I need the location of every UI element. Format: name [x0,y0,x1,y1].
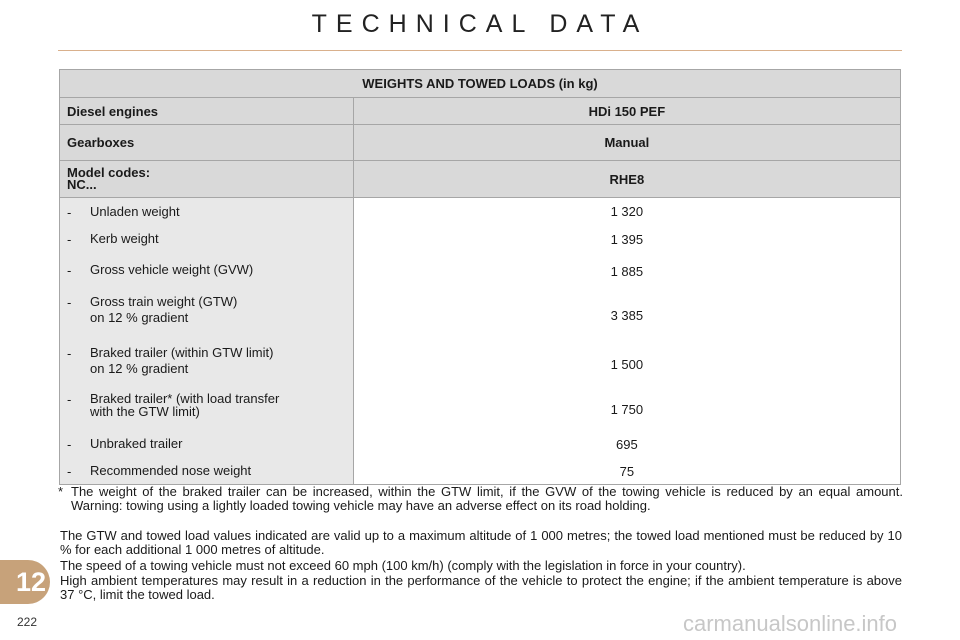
row-dash: - [67,231,72,247]
page-title: TECHNICAL DATA [311,10,649,38]
table-header-value: Manual [353,125,900,161]
row-dash: - [67,463,72,479]
row-dash: - [67,205,72,220]
row-sublabel: on 12 % gradient [90,360,189,376]
row-dash: - [67,294,72,310]
row-value: 75 [353,459,900,485]
table-header-label: Gearboxes [60,125,354,161]
row-label: Unbraked trailer [90,435,183,451]
temperature-paragraph: High ambient temperatures may result in a reduction in the performance of the vehicle to protect the engine; if the ambient temperature is above 37 °C, limit the towed load. [60,573,902,602]
table-header-label: Diesel engines [60,98,354,125]
speed-paragraph: The speed of a towing vehicle must not exceed 60 mph (100 km/h) (comply with the legislation in force in your country). [60,558,746,573]
row-value: 1 885 [353,254,900,290]
table-row [60,226,901,254]
row-label: Braked trailer* (with load transfer [90,390,280,406]
row-value: 1 320 [353,198,900,226]
altitude-paragraph: The GTW and towed load values indicated are valid up to a maximum altitude of 1 000 metres; the towed load mentioned must be reduced by 10 % for each additional 1 000 metres of altitude. [60,528,902,557]
row-dash: - [67,345,72,361]
title-divider [58,50,902,51]
row-label: Unladen weight [90,204,180,219]
table-title: WEIGHTS AND TOWED LOADS (in kg) [60,70,901,98]
row-sublabel: with the GTW limit) [90,403,200,419]
row-dash: - [67,262,72,278]
table-row [60,198,901,226]
row-sublabel: on 12 % gradient [90,309,189,325]
table-header-value: HDi 150 PEF [353,98,900,125]
page-number: 222 [17,615,38,629]
footnote [58,485,903,513]
chapter-number: 12 [15,567,47,597]
table-header-label [60,161,354,198]
row-dash: - [67,436,72,452]
row-label: Kerb weight [90,230,159,246]
table-row [60,431,901,459]
row-label: Braked trailer (within GTW limit) [90,344,274,360]
table-row [60,290,901,341]
row-label: Gross vehicle weight (GVW) [90,261,254,277]
table-row [60,254,901,290]
row-value: 1 500 [353,341,900,389]
row-label: Recommended nose weight [90,462,252,478]
nc-label: NC... [67,177,97,192]
row-value: 695 [353,431,900,459]
table-row [60,341,901,389]
table-row [60,389,901,431]
footnote-star: * [58,484,64,499]
footnote-text: The weight of the braked trailer can be increased, within the GTW limit, if the GVW of the towing vehicle is reduced by an equal amount. Warning: towing using a lightly loaded towing vehicle may have an adverse effect on its road holding. [71,484,903,513]
table-row [60,459,901,485]
row-value: 3 385 [353,290,900,341]
weights-table [59,69,901,485]
table-header-value: RHE8 [353,161,900,198]
row-value: 1 750 [353,389,900,431]
row-value: 1 395 [353,226,900,254]
watermark: carmanualsonline.info [683,611,898,636]
model-codes-label: Model codes: [67,165,151,180]
row-dash: - [67,391,72,407]
row-label: Gross train weight (GTW) [90,293,238,309]
